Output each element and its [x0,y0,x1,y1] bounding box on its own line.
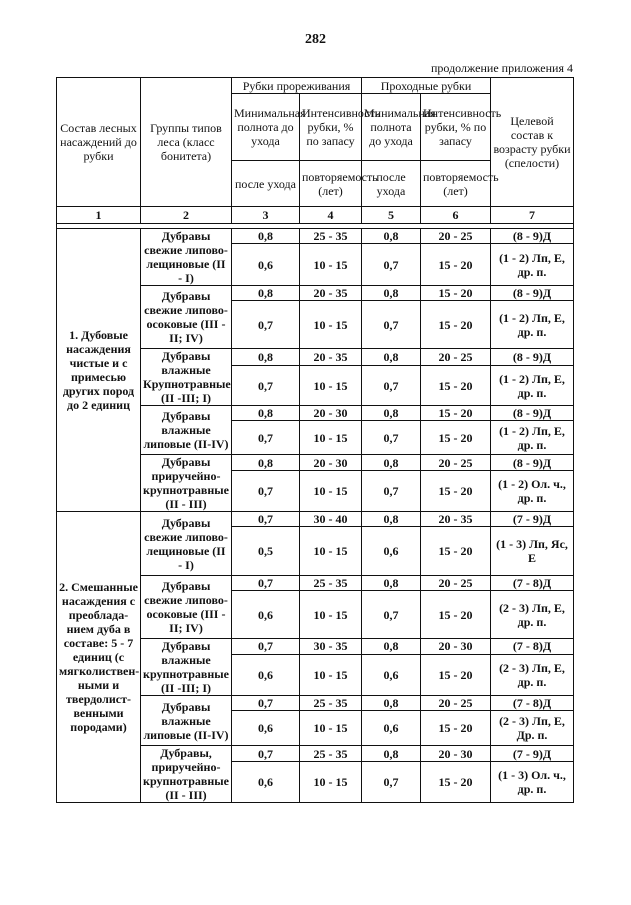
table-cell: 0,7 [362,244,421,286]
forest-type-name: Дубравы влажные липовые (II-IV) [141,406,232,455]
table-cell: 0,7 [232,301,300,349]
table-cell: 0,7 [362,471,421,512]
table-cell: 0,7 [232,471,300,512]
table-cell: 0,7 [232,696,300,711]
forest-type-name: Дубравы свежие липово-лещиновые (II - I) [141,512,232,576]
table-cell: 0,7 [362,366,421,406]
table-cell: 0,6 [362,527,421,576]
table-cell: 0,8 [362,229,421,244]
table-cell: 0,7 [232,639,300,655]
table-cell: 20 - 30 [421,639,491,655]
table-cell: 10 - 15 [300,471,362,512]
table-cell: (7 - 8)Д [491,639,574,655]
table-cell: 10 - 15 [300,762,362,803]
header-thinning: Рубки прореживания [232,78,362,94]
table-cell: 15 - 20 [421,406,491,421]
table-cell: (1 - 2) Лп, Е, др. п. [491,301,574,349]
table-cell: 0,7 [362,421,421,455]
table-cell: 0,7 [232,576,300,591]
table-cell: (8 - 9)Д [491,229,574,244]
forest-type-name: Дубравы влажные липовые (II-IV) [141,696,232,746]
table-cell: 0,7 [232,366,300,406]
table-cell: 20 - 25 [421,696,491,711]
table-cell: 20 - 30 [421,746,491,762]
header-after-care-passing: после ухода [362,161,421,207]
table-cell: (1 - 2) Лп, Е, др. п. [491,366,574,406]
table-cell: 0,7 [362,301,421,349]
table-row [57,512,574,527]
table-cell: (7 - 9)Д [491,746,574,762]
header-repeat-passing: повторяемость (лет) [421,161,491,207]
table-cell: (1 - 3) Лп, Яс, Е [491,527,574,576]
table-cell: (7 - 8)Д [491,696,574,711]
col-number: 1 [57,207,141,224]
table-cell: 0,8 [362,406,421,421]
table-cell: 30 - 35 [300,639,362,655]
forest-type-name: Дубравы влажные Крупнотравные (II -III; I) [141,349,232,406]
table-cell: 0,6 [232,762,300,803]
table-cell: 0,8 [232,406,300,421]
table-cell: 10 - 15 [300,591,362,639]
table-cell: (2 - 3) Лп, Е, Др. п. [491,711,574,746]
table-cell: 25 - 35 [300,576,362,591]
table-cell: 10 - 15 [300,654,362,695]
table-cell: (1 - 2) Ол. ч., др. п. [491,471,574,512]
table-cell: 20 - 25 [421,349,491,366]
table-cell: 0,6 [362,711,421,746]
table-cell: 0,7 [362,762,421,803]
table-cell: 0,8 [232,286,300,301]
table-cell: (1 - 2) Лп, Е, др. п. [491,421,574,455]
table-cell: 15 - 20 [421,591,491,639]
table-cell: 0,8 [232,349,300,366]
table-cell: 0,8 [362,286,421,301]
table-cell: 0,7 [232,746,300,762]
table-cell: 0,8 [232,455,300,471]
table-cell: 15 - 20 [421,762,491,803]
table-cell: 15 - 20 [421,244,491,286]
table-body [57,229,574,803]
table-cell: 15 - 20 [421,527,491,576]
header-min-density: Минимальная полнота до ухода [232,94,300,161]
header-intensity: Интенсивность рубки, % по запасу [300,94,362,161]
table-cell: 0,8 [362,512,421,527]
table-cell: 0,8 [232,229,300,244]
continuation-note: продолжение приложения 4 [431,61,573,75]
forest-type-name: Дубравы свежие липово-лещиновые (II - I) [141,229,232,286]
header-target: Целевой состав к возрасту рубки (спелости) [491,78,574,207]
table-cell: 20 - 25 [421,576,491,591]
table-cell: (2 - 3) Лп, Е, др. п. [491,654,574,695]
table-cell: 15 - 20 [421,421,491,455]
table-cell: (8 - 9)Д [491,455,574,471]
forest-type-name: Дубравы приручейно-крупнотравные (II - III) [141,455,232,512]
table-cell: (1 - 2) Лп, Е, др. п. [491,244,574,286]
header-repeat: повторяемость (лет) [300,161,362,207]
col-number: 5 [362,207,421,224]
table-cell: 0,6 [362,654,421,695]
table-cell: 0,6 [232,244,300,286]
header-composition: Состав лесных насаждений до рубки [57,78,141,207]
forest-type-name: Дубравы, приручейно-крупнотравные (II - III) [141,746,232,803]
table-cell: 10 - 15 [300,244,362,286]
table-cell: 0,6 [232,591,300,639]
table-cell: 20 - 35 [300,286,362,301]
table-cell: (7 - 8)Д [491,576,574,591]
table-cell: 10 - 15 [300,301,362,349]
header-forest-types: Группы типов леса (класс бонитета) [141,78,232,207]
table-cell: (8 - 9)Д [491,349,574,366]
table-cell: (8 - 9)Д [491,406,574,421]
table-cell: 25 - 35 [300,229,362,244]
header-intensity-passing: Интенсивность рубки, % по запасу [421,94,491,161]
table-cell: 10 - 15 [300,711,362,746]
table-cell: 0,6 [232,711,300,746]
table-cell: 15 - 20 [421,654,491,695]
forest-type-name: Дубравы свежие липово-осоковые (III - II; IV) [141,286,232,349]
table-cell: 25 - 35 [300,746,362,762]
table-cell: (8 - 9)Д [491,286,574,301]
col-number: 7 [491,207,574,224]
table-cell: 15 - 20 [421,301,491,349]
table-cell: 0,8 [362,455,421,471]
table-cell: 0,7 [362,591,421,639]
header-min-density-passing: Минимальная полнота до ухода [362,94,421,161]
group-name: 1. Дубовые насаждения чистые и с примесью других пород до 2 единиц [57,229,141,512]
group-name: 2. Смешанные насаждения с преоблада-нием дуба в составе: 5 - 7 единиц (с мягколиствен-ными и твердолист-венными породами) [57,512,141,803]
table-cell: 0,5 [232,527,300,576]
table-cell: 20 - 35 [421,512,491,527]
col-number: 4 [300,207,362,224]
table-cell: 25 - 35 [300,696,362,711]
table-row [57,229,574,244]
table-cell: 0,8 [362,639,421,655]
table-cell: 20 - 25 [421,229,491,244]
table-cell: 30 - 40 [300,512,362,527]
col-number: 2 [141,207,232,224]
forest-type-name: Дубравы свежие липово-осоковые (III - II; IV) [141,576,232,639]
table-cell: (7 - 9)Д [491,512,574,527]
col-number: 3 [232,207,300,224]
forest-type-name: Дубравы влажные крупнотравные (II -III; I) [141,639,232,696]
table-cell: 10 - 15 [300,366,362,406]
col-number: 6 [421,207,491,224]
table-cell: 0,8 [362,349,421,366]
table-cell: 15 - 20 [421,471,491,512]
table-cell: 20 - 30 [300,455,362,471]
table-cell: 15 - 20 [421,286,491,301]
table-cell: 10 - 15 [300,527,362,576]
table-cell: 0,8 [362,696,421,711]
table-cell: 0,8 [362,746,421,762]
table-cell: 0,6 [232,654,300,695]
table-cell: (1 - 3) Ол. ч., др. п. [491,762,574,803]
table-cell: 20 - 25 [421,455,491,471]
table-cell: 10 - 15 [300,421,362,455]
table-cell: 0,7 [232,421,300,455]
table-cell: 15 - 20 [421,366,491,406]
forest-thinning-table [56,77,574,803]
header-passing: Проходные рубки [362,78,491,94]
table-cell: 20 - 35 [300,349,362,366]
table-cell: 0,7 [232,512,300,527]
header-after-care: после ухода [232,161,300,207]
table-cell: 20 - 30 [300,406,362,421]
table-cell: 15 - 20 [421,711,491,746]
table-cell: 0,8 [362,576,421,591]
table-cell: (2 - 3) Лп, Е, др. п. [491,591,574,639]
page-number: 282 [305,32,326,47]
